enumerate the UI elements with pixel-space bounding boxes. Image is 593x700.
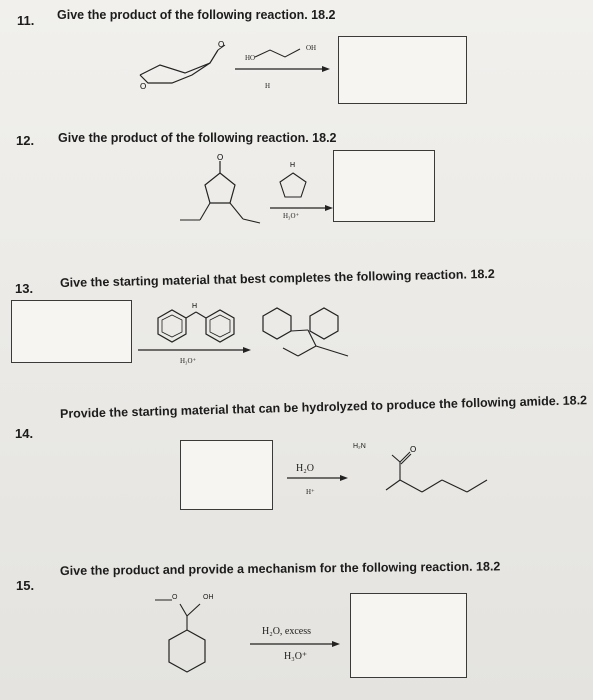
question-12-reaction <box>175 155 335 240</box>
question-13-answer-box[interactable] <box>11 300 132 363</box>
question-12-reagent: H₃O⁺ <box>283 212 300 220</box>
question-13-reaction <box>138 298 378 368</box>
question-11-reagent-oh: OH <box>306 44 317 52</box>
question-15-number: 15. <box>16 578 35 593</box>
question-11-reagent-h: H <box>265 82 271 90</box>
question-15-text: Give the product and provide a mechanism for the following reaction. 18.2 <box>59 559 501 578</box>
question-12-number: 12. <box>16 133 35 148</box>
question-12-answer-box[interactable] <box>333 150 435 222</box>
question-13-text: Give the starting material that best completes the following reaction. 18.2 <box>59 266 495 290</box>
svg-text:O: O <box>410 445 417 454</box>
question-14-reagent-top: H₂O <box>296 463 314 474</box>
question-14-number: 14. <box>15 426 34 441</box>
question-15-reaction <box>150 590 350 695</box>
question-11-reagent-ho: HO <box>245 54 256 62</box>
question-14-answer-box[interactable] <box>180 440 273 510</box>
question-14-text: Provide the starting material that can be hydrolyzed to produce the following amide. 18.2 <box>59 393 588 421</box>
question-11-text: Give the product of the following reaction. 18.2 <box>57 8 336 22</box>
question-13-number: 13. <box>15 281 34 296</box>
question-15-answer-box[interactable] <box>350 593 467 678</box>
question-15-oh-label: OH <box>203 594 214 601</box>
svg-text:O: O <box>140 82 147 91</box>
svg-text:O: O <box>217 153 224 162</box>
svg-text:H: H <box>192 303 198 310</box>
svg-text:O: O <box>218 40 225 49</box>
question-11-number: 11. <box>17 13 35 28</box>
question-14-amide-label: H₂N <box>353 443 366 450</box>
question-15-methoxy-label: O <box>172 594 178 601</box>
svg-text:H: H <box>290 162 296 169</box>
question-15-reagent-bottom: H₃O⁺ <box>284 651 308 662</box>
question-13-reagent: H₃O⁺ <box>180 357 197 365</box>
question-14-reaction <box>282 440 492 510</box>
question-12-text: Give the product of the following reaction. 18.2 <box>58 131 337 145</box>
question-11-answer-box[interactable] <box>338 36 467 104</box>
question-14-reagent-bottom: H⁺ <box>306 488 315 496</box>
question-15-reagent-top: H₂O, excess <box>262 626 312 637</box>
